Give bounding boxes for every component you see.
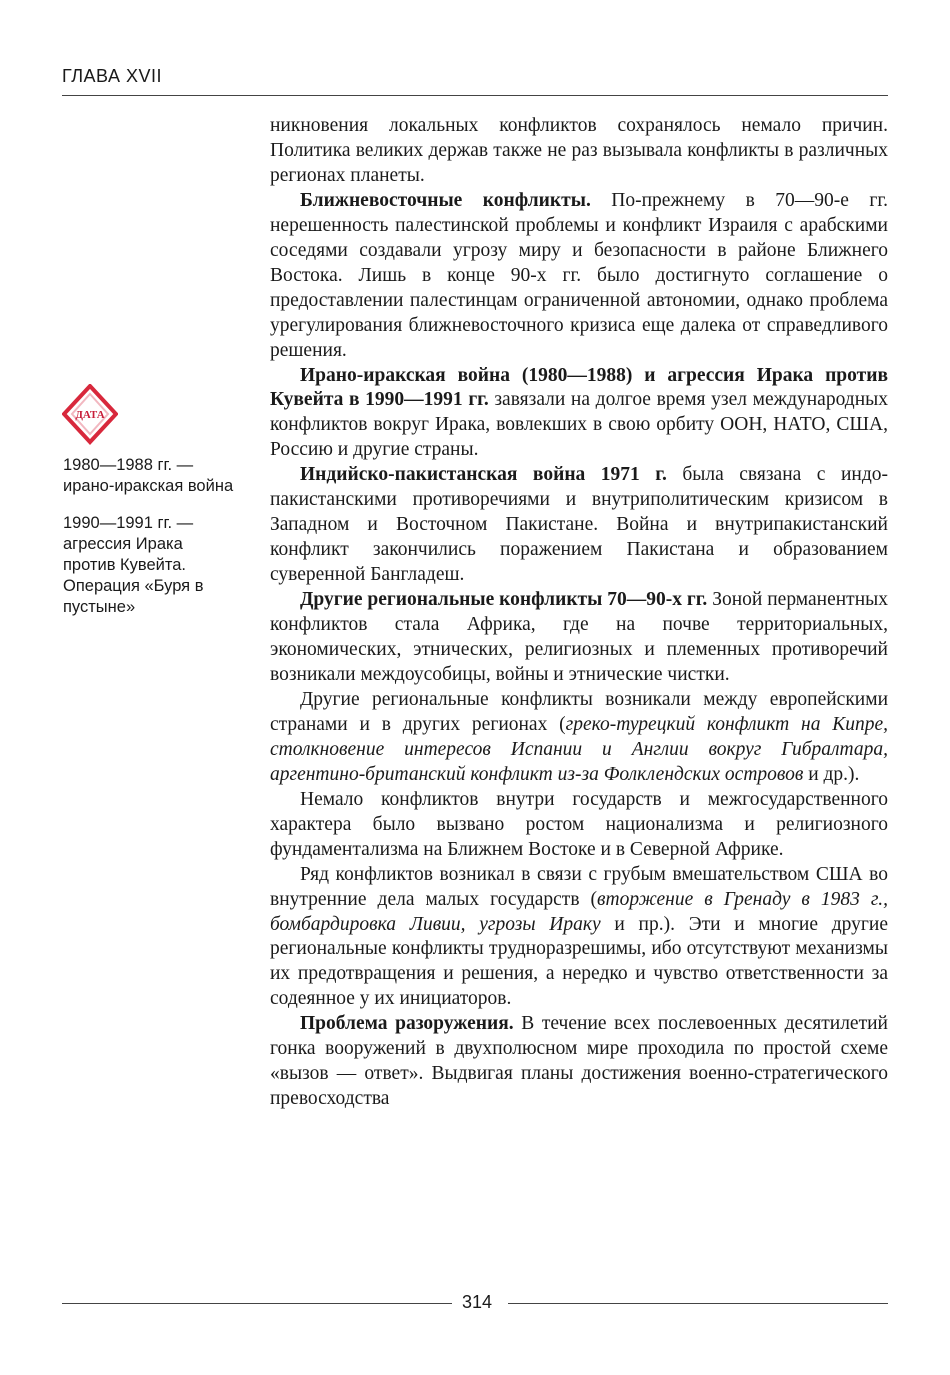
paragraph: Ближневосточные конфликты. По-прежнему в 70—90-е гг. нерешенность палестинской проблемы и конфликт Израиля с арабскими соседями создавали угрозу миру и безопасности в районе Ближнего Востока. Лишь в конце 90-х гг. было достигнуто соглашение о предоставлении палестинцам ограниченной автономии, однако проблема урегулирования ближневосточного кризиса еще далека от справедливого решения. [270, 189, 888, 361]
body-text [270, 114, 888, 1112]
paragraph: Другие региональные конфликты возникали между европейскими странами и в других регионах (греко-турецкий конфликт на Кипре, столкновение интересов Испании и Англии вокруг Гибралтара, аргентино-британский конфликт из-за Фолклендских островов и др.). [270, 688, 889, 785]
paragraph: Ряд конфликтов возникал в связи с грубым вмешательством США во внутренние дела малых государств (вторжение в Гренаду в 1983 г., бомбардировка Ливии, угрозы Ираку и пр.). Эти и многие другие региональные конфликты трудноразрешимы, ибо отсутствуют механизмы их предотвращения и решения, а нередко и чувство ответственности за содеянное у их инициаторов. [270, 863, 889, 1010]
paragraph: Немало конфликтов внутри государств и межгосударственного характера было вызвано ростом национализма и религиозного фундаментализма на Ближнем Востоке и в Северной Африке. [270, 788, 888, 860]
page-number: 314 [462, 1292, 493, 1312]
chapter-header: ГЛАВА XVII [62, 66, 162, 86]
paragraph-heading: Индийско-пакистанская война 1971 г. [300, 464, 667, 486]
paragraph: никновения локальных конфликтов сохранялось немало причин. Политика великих держав также не раз вызывала конфликты в различных регионах планеты. [270, 115, 888, 186]
paragraph-heading: Проблема разоружения. [300, 1013, 514, 1035]
paragraph-heading: Ирано-иракская война (1980—1988) и агрессия Ирака против Кувейта в 1990—1991 гг. [270, 364, 888, 411]
header-divider [62, 95, 888, 96]
paragraph: Проблема разоружения. В течение всех послевоенных десятилетий гонка вооружений в двухполюсном мире проходила по простой схеме «вызов — ответ». Выдвигая планы достижения военно-стратегического превосходства [270, 1013, 888, 1110]
date-icon-label: ДАТА [75, 409, 105, 421]
paragraph-heading: Другие региональные конфликты 70—90-х гг. [300, 589, 708, 611]
date-icon [62, 384, 118, 446]
footer-divider-left [62, 1303, 452, 1304]
date-note: 1990—1991 гг. — агрессия Ирака против Кувейта. Операция «Буря в пустыне» [63, 514, 204, 616]
paragraph: Индийско-пакистанская война 1971 г. была связана с индо-пакистанскими противоречиями и внутриполитическим кризисом в Западном и Восточном Пакистане. Война и внутрипакистанский конфликт закончились поражением Пакистана и образованием суверенной Бангладеш. [270, 464, 888, 586]
paragraph: Другие региональные конфликты 70—90-х гг. Зоной перманентных конфликтов стала Африка, где на почве территориальных, экономических, этнических, религиозных и племенных противоречий возникали междоусобицы, войны и этнические чистки. [270, 589, 888, 685]
paragraph-heading: Ближневосточные конфликты. [300, 189, 591, 211]
date-note: 1980—1988 гг. — ирано-иракская война [63, 456, 234, 495]
sidebar-notes [63, 455, 238, 634]
paragraph: Ирано-иракская война (1980—1988) и агрессия Ирака против Кувейта в 1990—1991 гг. завязали на долгое время узел международных конфликтов вокруг Ирака, вовлекших в свою орбиту ООН, НАТО, США, Россию и другие страны. [270, 364, 888, 461]
footer-divider-right [508, 1303, 888, 1304]
